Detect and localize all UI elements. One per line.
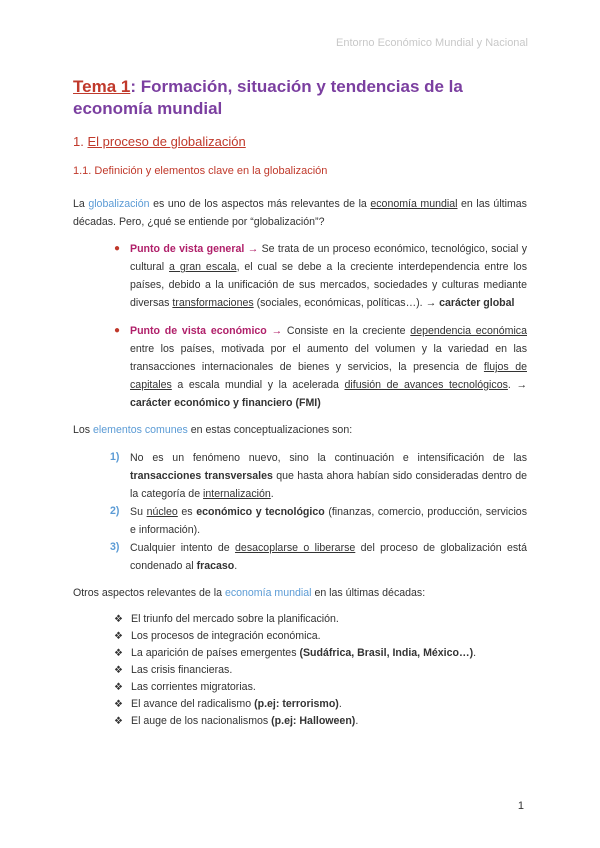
other-item: El triunfo del mercado sobre la planificación.	[131, 613, 339, 625]
other-item: Las crisis financieras.	[131, 664, 233, 676]
list-number: 3)	[110, 541, 120, 553]
diamond-bullet-icon: ❖	[114, 614, 123, 625]
numbered-item-1: No es un fenómeno nuevo, sino la continuación e intensificación de las transacciones transversales que hasta ahora habían sido consideradas dentro de la categoría de internalización.	[130, 452, 528, 500]
page-number: 1	[517, 800, 524, 812]
subsection-heading: 1.1. Definición y elementos clave en la globalización	[73, 165, 328, 177]
diamond-bullet-icon: ❖	[114, 682, 123, 693]
diamond-bullet-icon: ❖	[114, 631, 123, 642]
intro-paragraph: La globalización es uno de los aspectos más relevantes de la economía mundial en las últimas décadas. Pero, ¿qué se entiende por “globalización”?	[73, 198, 527, 228]
list-number: 2)	[110, 505, 120, 517]
diamond-bullet-icon: ❖	[114, 716, 123, 727]
others-intro: Otros aspectos relevantes de la economía mundial en las últimas décadas:	[73, 587, 426, 599]
diamond-bullet-icon: ❖	[114, 699, 123, 710]
title-tema: Tema 1	[73, 77, 131, 96]
other-item: La aparición de países emergentes (Sudáfrica, Brasil, India, México…).	[131, 647, 477, 659]
section-label: El proceso de globalización	[87, 134, 246, 149]
other-item: Las corrientes migratorias.	[131, 681, 256, 693]
bullet-economico: Punto de vista económico → Consiste en la creciente dependencia económica entre los países, motivada por el aumento del volumen y la variedad en las transacciones internacionales de bienes y servicios, la presencia de flujos de capitales a escala mundial y la acelerada difusión de avances tecnológicos. → carácter económico y financiero (FMI)	[130, 325, 528, 409]
section-number: 1.	[73, 134, 88, 149]
section-heading	[73, 134, 246, 149]
diamond-bullet-icon: ❖	[114, 648, 123, 659]
bullet-dot: ●	[114, 325, 121, 336]
numbered-item-2: Su núcleo es económico y tecnológico (finanzas, comercio, producción, servicios e información).	[130, 506, 527, 536]
list-number: 1)	[110, 451, 120, 463]
bullet-dot: ●	[114, 243, 121, 254]
title-rest: : Formación, situación y tendencias de la economía mundial	[73, 77, 463, 118]
other-item: El auge de los nacionalismos (p.ej: Halloween).	[131, 715, 359, 727]
bullet-general: Punto de vista general → Se trata de un proceso económico, tecnológico, social y cultural a gran escala, el cual se debe a la creciente interdependencia entre los países, debido a la unificación de sus mercados, sociedades y culturas mediante diversas transformaciones (sociales, económicas, políticas…). → carácter global	[130, 243, 527, 309]
other-item: Los procesos de integración económica.	[131, 630, 321, 642]
numbered-item-3: Cualquier intento de desacoplarse o liberarse del proceso de globalización está condenado al fracaso.	[130, 542, 527, 572]
chapter-title	[73, 76, 533, 120]
other-item: El avance del radicalismo (p.ej: terrorismo).	[131, 698, 342, 710]
diamond-bullet-icon: ❖	[114, 665, 123, 676]
elements-intro: Los elementos comunes en estas conceptualizaciones son:	[73, 424, 353, 436]
running-header: Entorno Económico Mundial y Nacional	[336, 37, 528, 49]
